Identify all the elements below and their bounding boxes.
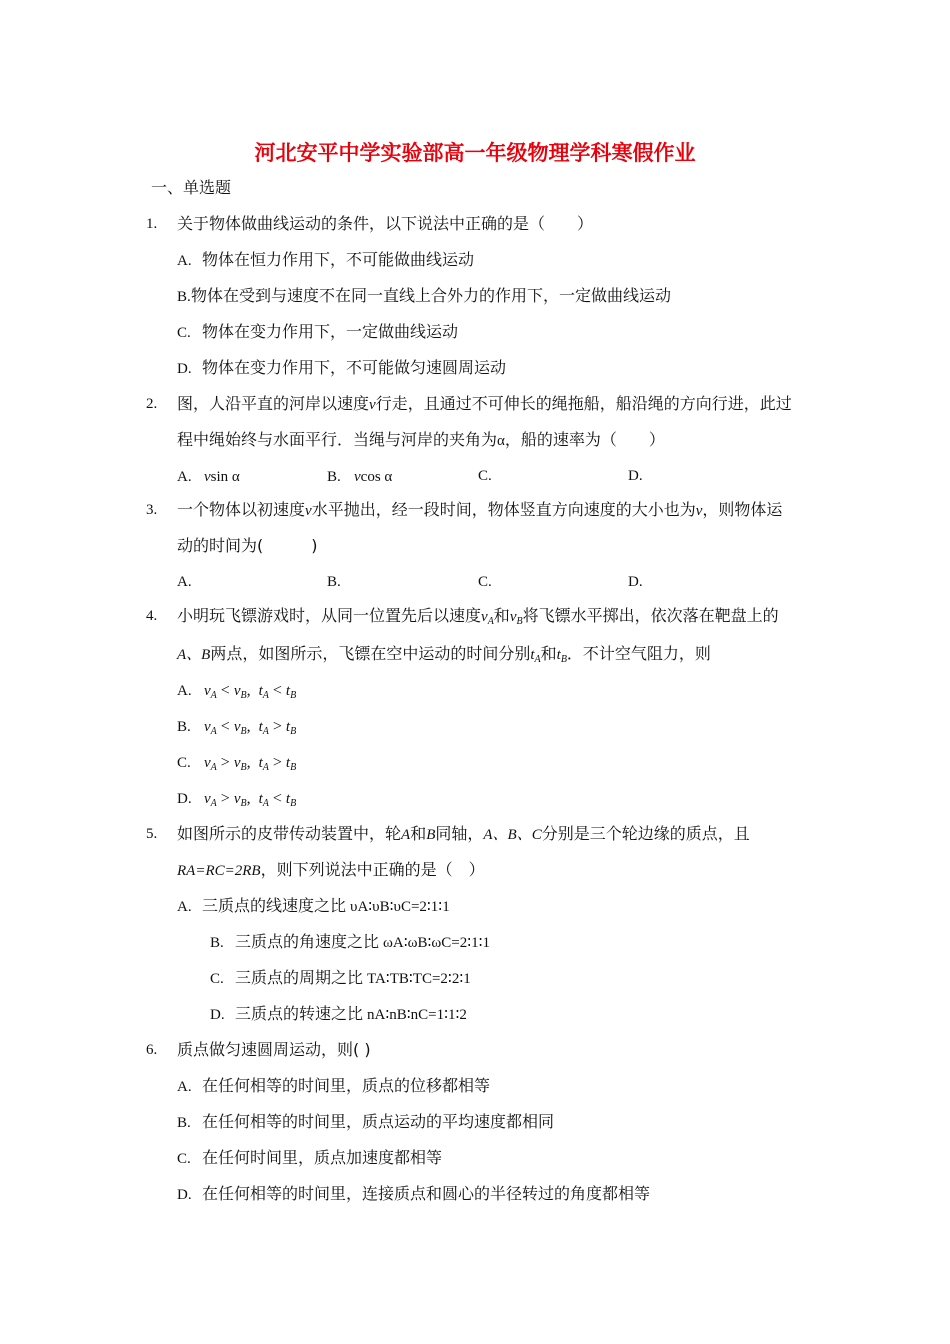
option-text: 在任何相等的时间里，质点运动的平均速度都相同 <box>202 1112 555 1131</box>
q3-option-b: B. <box>327 574 341 590</box>
text: ，则下列说法中正确的是（ ） <box>260 860 485 879</box>
option-letter: C. <box>177 1151 191 1167</box>
wheel-a: A <box>401 827 411 843</box>
option-text: 在任何相等的时间里，质点的位移都相等 <box>202 1076 491 1095</box>
velocity-symbol: v <box>204 469 211 485</box>
option-letter: A. <box>177 253 192 269</box>
option-letter: D. <box>177 361 192 377</box>
option-letter: B. <box>327 469 341 485</box>
q6-number: 6. <box>146 1042 158 1058</box>
points-abc: A、B、C <box>483 827 542 843</box>
option-text: 在任何时间里，质点加速度都相等 <box>202 1148 443 1167</box>
q6-option-c <box>177 1148 442 1169</box>
time-a: $t_A$ <box>258 719 269 737</box>
text: 将飞镖水平掷出，依次落在靶盘上的 <box>522 606 779 625</box>
relation: > <box>220 754 230 771</box>
q1-number: 1. <box>146 216 158 232</box>
section-heading: 一、单选题 <box>151 178 232 197</box>
text: ，船的速率为（ ） <box>504 430 665 449</box>
text: 一个物体以初速度 <box>177 500 306 519</box>
time-a: $t_A$ <box>258 755 269 773</box>
q1-option-d <box>177 358 506 379</box>
velocity-b: $v_B$ <box>233 719 247 737</box>
q2-option-b <box>327 466 392 487</box>
relation: < <box>220 718 230 735</box>
option-letter: C. <box>177 755 191 771</box>
text: 分别是三个轮边缘的质点，且 <box>541 824 750 843</box>
option-letter: B. <box>177 1115 191 1131</box>
q2-option-d: D. <box>628 468 643 484</box>
q6-option-d <box>177 1184 650 1205</box>
velocity-a: $v_A$ <box>204 683 217 701</box>
option-text: 三质点的转速之比 <box>235 1004 364 1023</box>
q5-option-b <box>210 932 490 953</box>
q4-stem-line1 <box>177 606 779 627</box>
relation: > <box>272 754 282 771</box>
velocity-b: $v_B$ <box>509 609 523 627</box>
q5-option-a <box>177 896 450 917</box>
velocity-a: $v_A$ <box>481 609 494 627</box>
q2-number: 2. <box>146 396 158 412</box>
relation: < <box>272 790 282 807</box>
q2-stem-line1 <box>177 394 792 415</box>
velocity-symbol: v <box>695 503 703 519</box>
option-letter: A. <box>177 899 192 915</box>
text: 两点，如图所示，飞镖在空中运动的时间分别 <box>210 644 531 663</box>
text: 同轴， <box>435 824 484 843</box>
wheel-b: B <box>426 827 436 843</box>
time-a: $t_A$ <box>258 791 269 809</box>
option-text: 三质点的角速度之比 <box>235 932 380 951</box>
q6-option-a <box>177 1076 490 1097</box>
option-letter: D. <box>177 1187 192 1203</box>
q5-stem-line2 <box>177 860 485 881</box>
option-letter: A. <box>177 683 192 699</box>
q1-option-b <box>177 286 671 307</box>
text: 和 <box>493 606 510 625</box>
text: ．不计空气阻力，则 <box>566 644 711 663</box>
option-text: 物体在恒力作用下，不可能做曲线运动 <box>202 250 475 269</box>
option-letter: D. <box>210 1007 225 1023</box>
q5-option-c <box>210 968 471 989</box>
option-letter: A. <box>177 1079 192 1095</box>
trig-function: cos α <box>360 469 393 485</box>
q3-stem-line1 <box>177 500 782 521</box>
q5-option-d <box>210 1004 467 1025</box>
text: 程中绳始终与水面平行．当绳与河岸的夹角为 <box>177 430 498 449</box>
relation: > <box>272 718 282 735</box>
text: 水平抛出，经一段时间，物体竖直方向速度的大小也为 <box>311 500 696 519</box>
velocity-b: $v_B$ <box>233 755 247 773</box>
velocity-symbol: v <box>369 397 376 413</box>
option-text: 三质点的线速度之比 <box>202 896 347 915</box>
q4-option-b: B. $v_A < v_B$, $t_A > t_B$ <box>177 718 297 737</box>
trig-function: sin α <box>210 469 240 485</box>
text: 和 <box>540 644 557 663</box>
q5-stem-line1 <box>177 824 750 845</box>
q6-option-b <box>177 1112 554 1133</box>
velocity-symbol: v <box>354 469 361 485</box>
time-a: $t_A$ <box>530 647 541 665</box>
time-b: $t_B$ <box>285 755 297 773</box>
ratio: υA∶υB∶υC=2∶1∶1 <box>350 899 450 915</box>
time-a: $t_A$ <box>258 683 269 701</box>
q2-option-c: C. <box>478 468 492 484</box>
radius-equation: RA=RC=2RB <box>177 863 261 879</box>
velocity-symbol: v <box>305 503 312 519</box>
option-letter: A. <box>177 469 192 485</box>
q1-stem: 关于物体做曲线运动的条件，以下说法中正确的是（ ） <box>177 214 594 233</box>
q1-option-c <box>177 322 458 343</box>
text: 小明玩飞镖游戏时，从同一位置先后以速度 <box>177 606 482 625</box>
velocity-a: $v_A$ <box>204 755 217 773</box>
time-b: $t_B$ <box>556 647 567 665</box>
option-text: 在任何相等的时间里，连接质点和圆心的半径转过的角度都相等 <box>202 1184 651 1203</box>
q4-number: 4. <box>146 608 158 624</box>
option-text: 三质点的周期之比 <box>235 968 364 987</box>
ratio: nA∶nB∶nC=1∶1∶2 <box>367 1007 467 1023</box>
q3-stem-line2: 动的时间为( ) <box>177 536 318 555</box>
option-letter: C. <box>210 971 224 987</box>
option-text: 物体在受到与速度不在同一直线上合外力的作用下，一定做曲线运动 <box>191 286 672 305</box>
q4-option-d: D. $v_A > v_B$, $t_A < t_B$ <box>177 790 297 809</box>
text: ，则物体运 <box>702 500 783 519</box>
option-letter: B. <box>210 935 224 951</box>
option-letter: B. <box>177 289 191 305</box>
option-letter: D. <box>177 791 192 807</box>
time-b: $t_B$ <box>285 791 297 809</box>
q3-option-c: C. <box>478 574 492 590</box>
q4-stem-line2 <box>177 644 711 665</box>
page-title: 河北安平中学实验部高一年级物理学科寒假作业 <box>254 141 696 165</box>
option-letter: C. <box>177 325 191 341</box>
text: 行走，且通过不可伸长的绳拖船，船沿绳的方向行进，此过 <box>375 394 792 413</box>
ratio: TA∶TB∶TC=2∶2∶1 <box>367 971 471 987</box>
text: 如图所示的皮带传动装置中，轮 <box>177 824 402 843</box>
velocity-a: $v_A$ <box>204 719 217 737</box>
q4-option-a: A. $v_A < v_B$, $t_A < t_B$ <box>177 682 297 701</box>
ratio: ωA∶ωB∶ωC=2∶1∶1 <box>383 935 491 951</box>
q3-option-a: A. <box>177 574 192 590</box>
text: 和 <box>410 824 427 843</box>
relation: < <box>272 682 282 699</box>
q6-stem: 质点做匀速圆周运动，则( ) <box>177 1040 371 1059</box>
alpha-symbol: α <box>497 433 505 449</box>
q3-number: 3. <box>146 502 158 518</box>
q2-stem-line2 <box>177 430 665 451</box>
q1-option-a <box>177 250 474 271</box>
q3-option-d: D. <box>628 574 643 590</box>
velocity-b: $v_B$ <box>233 791 247 809</box>
relation: > <box>220 790 230 807</box>
time-b: $t_B$ <box>285 683 297 701</box>
velocity-a: $v_A$ <box>204 791 217 809</box>
points-ab: A、B <box>177 647 211 663</box>
time-b: $t_B$ <box>285 719 297 737</box>
q2-option-a <box>177 466 240 487</box>
option-letter: B. <box>177 719 191 735</box>
option-text: 物体在变力作用下，一定做曲线运动 <box>202 322 459 341</box>
text: 图，人沿平直的河岸以速度 <box>177 394 370 413</box>
q5-number: 5. <box>146 826 158 842</box>
option-text: 物体在变力作用下，不可能做匀速圆周运动 <box>202 358 507 377</box>
q4-option-c: C. $v_A > v_B$, $t_A > t_B$ <box>177 754 297 773</box>
relation: < <box>220 682 230 699</box>
velocity-b: $v_B$ <box>233 683 247 701</box>
